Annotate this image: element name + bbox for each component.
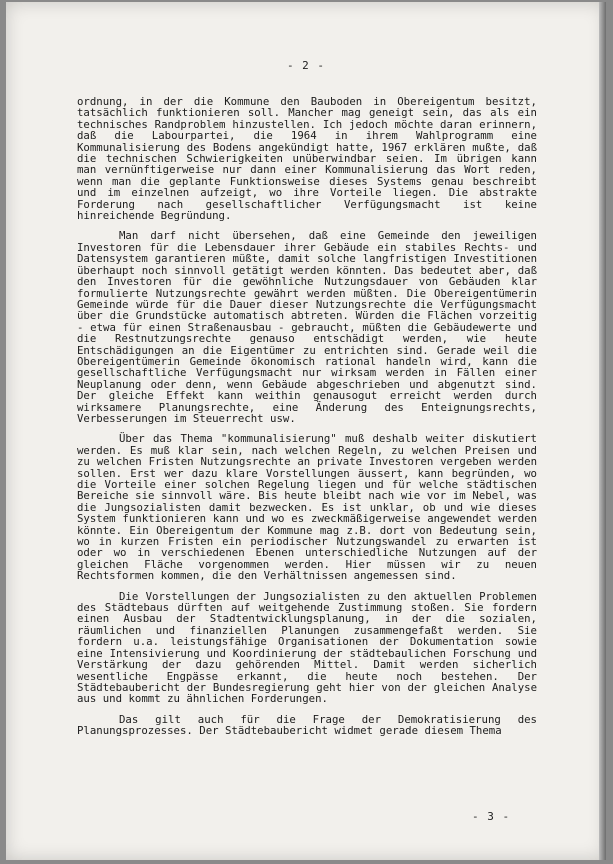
document-page	[6, 2, 606, 860]
paragraph-5: Das gilt auch für die Frage der Demokratisierung des Planungsprozesses. Der Städtebaubericht widmet gerade diesem Thema	[77, 712, 537, 738]
paragraph-1: ordnung, in der die Kommune den Bauboden in Obereigentum besitzt, tatsächlich funktionieren soll. Mancher mag geneigt sein, das als ein technisches Randproblem hinzustellen. Ich jedoch möchte daran erinnern, daß die Labourpartei, die 1964 in ihrem Wahlprogramm eine Kommunalisierung des Bodens angekündigt hatte, 1967 erklären mußte, daß die technischen Schwierigkeiten unüberwindbar seien. Im übrigen kann man vernünftigerweise nur dann einer Kommunalisierung das Wort reden, wenn man die geplante Funktionsweise dieses Systems genau beschreibt und im einzelnen aufzeigt, wo ihre Vorteile liegen. Die abstrakte Forderung nach gesellschaftlicher Verfügungsmacht ist keine hinreichende Begründung.	[77, 95, 537, 223]
page-number-top: - 2 -	[286, 59, 326, 72]
scan-edge-shadow	[599, 2, 606, 860]
document-body	[77, 96, 537, 746]
paragraph-4: Die Vorstellungen der Jungsozialisten zu den aktuellen Problemen des Städtebaus dürften auf weitgehende Zustimmung stoßen. Sie fordern einen Ausbau der Stadtentwicklungsplanung, in der die sozialen, räumlichen und finanziellen Planungen zusammengefaßt werden. Sie fordern u.a. leistungsfähige Organisationen der Dokumentation sowie eine Intensivierung und Koordinierung der städtebaulichen Forschung und Verstärkung der dazu gehörenden Mittel. Damit werden sicherlich wesentliche Engpässe erkannt, die heute noch bestehen. Der Städtebaubericht der Bundesregierung geht hier von der gleichen Analyse aus und kommt zu ähnlichen Forderungen.	[77, 589, 537, 706]
paragraph-3: Über das Thema "kommunalisierung" muß deshalb weiter diskutiert werden. Es muß klar sein, nach welchen Regeln, zu welchen Preisen und zu welchen Fristen Nutzungsrechte an private Investoren vergeben werden sollen. Erst wer dazu klare Vorstellungen äussert, kann begründen, wo die Vorteile einer solchen Regelung liegen und für welche städtischen Bereiche sie sinnvoll wäre. Bis heute bleibt nach wie vor im Nebel, was die Jungsozialisten damit bezwecken. Es ist unklar, ob und wie dieses System funktionieren kann und wo es zweckmäßigerweise angewendet werden könnte. Ein Obereigentum der Kommune mag z.B. dort von Bedeutung sein, wo in kurzen Fristen ein periodischer Nutzungswandel zu erwarten ist oder wo in verschiedenen Ebenen unterschiedliche Nutzungen auf der gleichen Fläche vorgenommen werden. Hier müssen wir zu neuen Rechtsformen kommen, die den Verhältnissen angemessen sind.	[77, 432, 537, 583]
paragraph-2: Man darf nicht übersehen, daß eine Gemeinde den jeweiligen Investoren für die Lebensdauer ihrer Gebäude ein stabiles Rechts- und Datensystem garantieren müßte, damit solche langfristigen Investitionen überhaupt noch sinnvoll getätigt werden könnten. Das bedeutet aber, daß den Investoren für die gewöhnliche Nutzungsdauer von Gebäuden klar formulierte Nutzungsrechte gewährt werden müßten. Die Obereigentümerin Gemeinde würde für die Dauer dieser Nutzungsrechte die Verfügungsmacht über die Grundstücke automatisch abtreten. Würden die Flächen vorzeitig - etwa für einen Straßenausbau - gebraucht, müßten die Gebäudewerte und die Restnutzungsrechte genauso entschädigt werden, wie heute Entschädigungen an die Eigentümer zu entrichten sind. Gerade weil die Obereigentümerin Gemeinde ökonomisch rational handeln wird, kann die gesellschaftliche Verfügungsmacht nur wirksam werden in Fällen einer Neuplanung oder denn, wenn Gebäude abgeschrieben und abgenutzt sind. Der gleiche Effekt kann weithin genausogut erreicht werden durch wirksamere Planungsrechte, eine Änderung des Enteignungsrechts, Verbesserungen im Steuerrecht usw.	[77, 229, 537, 425]
page-number-bottom: - 3 -	[472, 810, 511, 823]
